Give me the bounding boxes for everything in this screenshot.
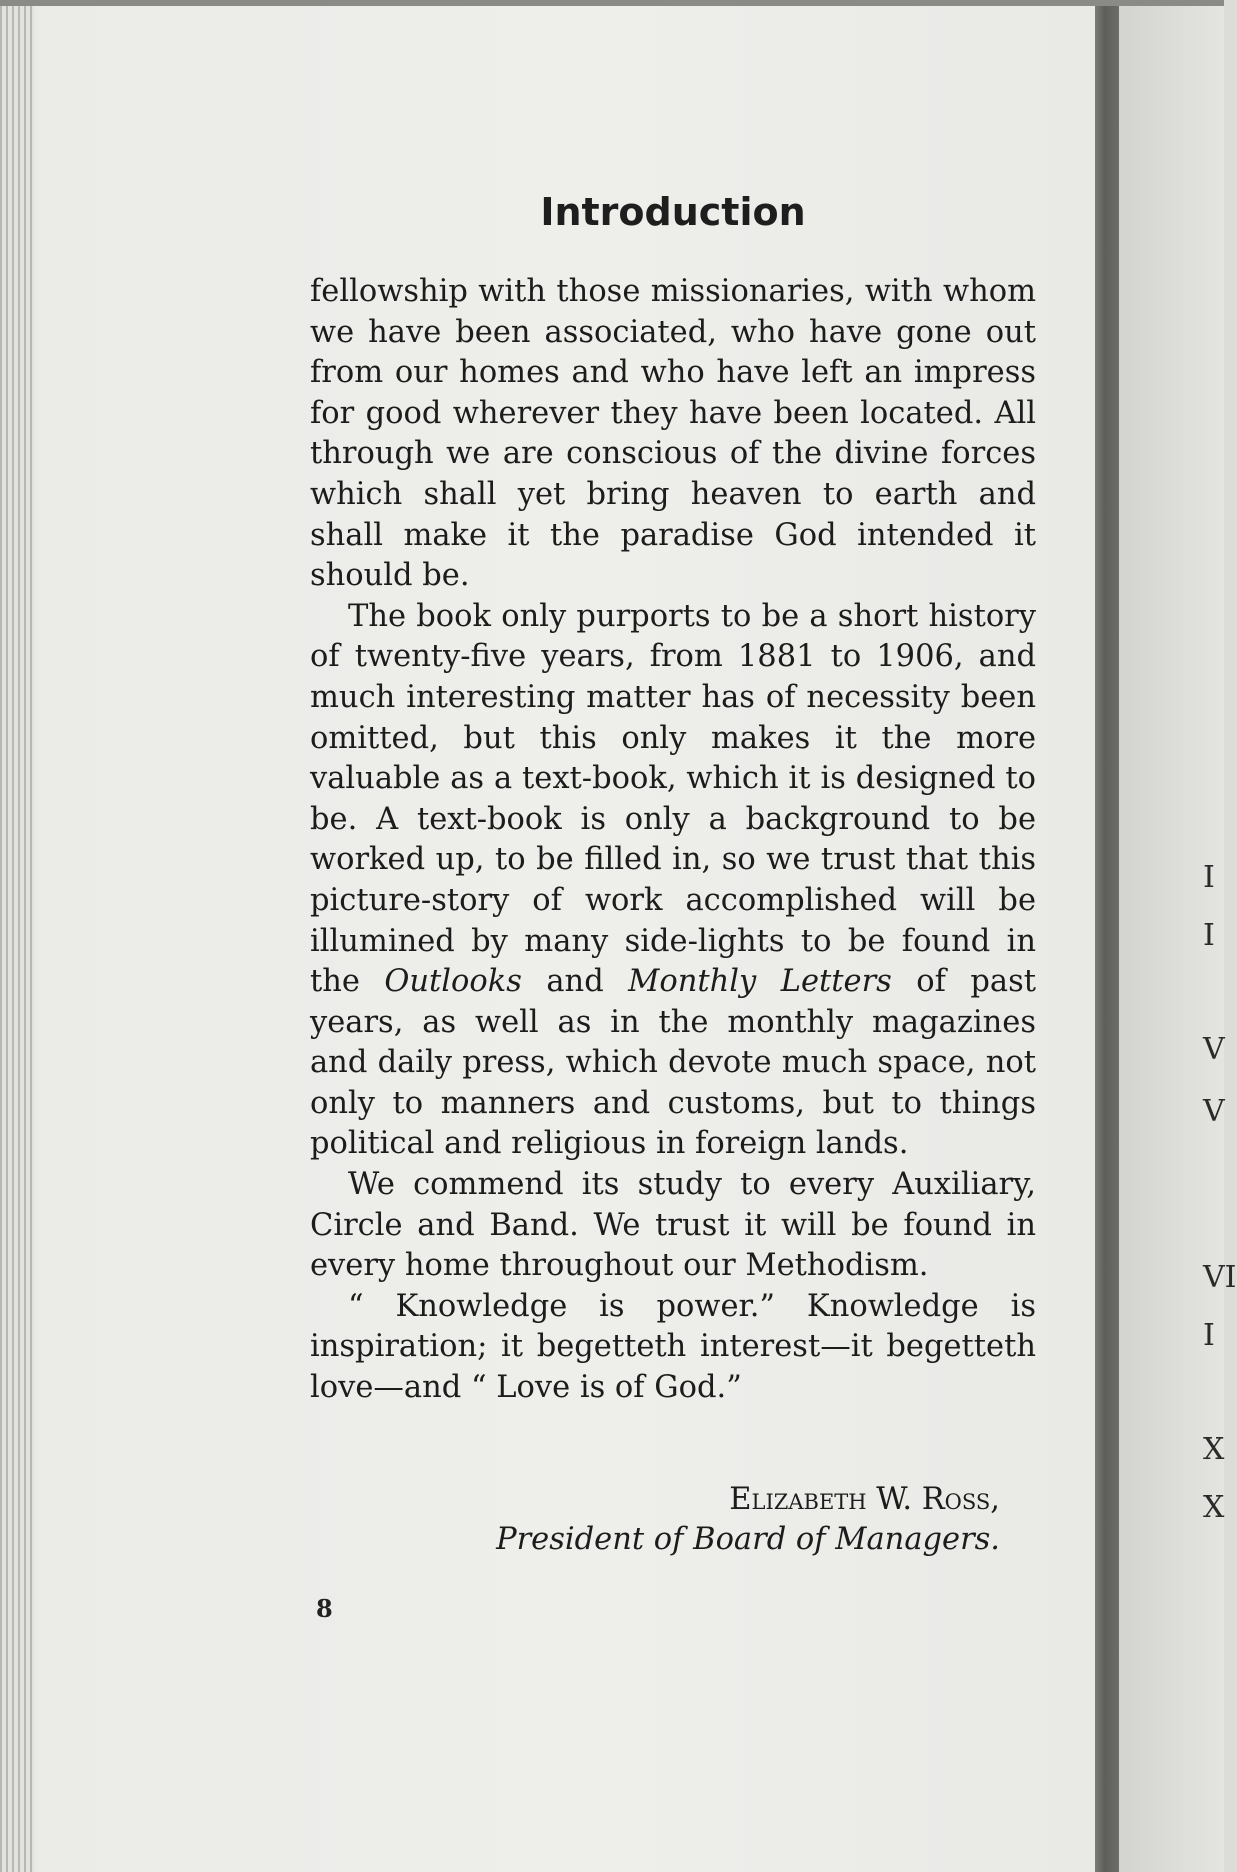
facing-page-letter: I bbox=[1203, 918, 1215, 953]
paragraph-1: fellowship with those missionaries, with whom we have been associated, who have gone out from our homes and who have left an impress for good wherever they have been located. All through we are conscious of the divine forces which shall yet bring heaven to earth and shall make it the paradise God intended it should be. bbox=[310, 274, 1036, 594]
running-head: Introduction bbox=[540, 190, 806, 234]
paragraph-2-part-2: and bbox=[521, 964, 629, 1000]
signatory-title: President of Board of Managers. bbox=[496, 1522, 1000, 1557]
paragraph-2-part-3: of past years, as well as in the monthly magazines and daily press, which devote much space, not only to manners and customs, but to things political and religious in foreign lands. bbox=[310, 964, 1036, 1162]
paragraph-3: We commend its study to every Auxiliary, Circle and Band. We trust it will be found in every home throughout our Methodism. bbox=[310, 1167, 1036, 1284]
outlooks-title: Outlooks bbox=[384, 964, 522, 1000]
monthly-letters-title: Monthly Letters bbox=[628, 964, 892, 1000]
facing-page-letter: I bbox=[1203, 860, 1215, 895]
facing-page-letter: V bbox=[1203, 1094, 1225, 1129]
facing-page-letter: X bbox=[1203, 1432, 1225, 1467]
paragraph-2-part-1: The book only purports to be a short history of twenty-five years, from 1881 to 1906, and much interesting matter has of necessity been omitted, but this only makes it the more valuable as a text-book, which it is designed to be. A text-book is only a background to be worked up, to be filled in, so we trust that this picture-story of work accomplished will be illumined by many side-lights to be found in the bbox=[310, 598, 1036, 1000]
body-text bbox=[310, 272, 1036, 1409]
signatory-name: Elizabeth W. Ross, bbox=[729, 1482, 1000, 1517]
paragraph-4: “ Knowledge is power.” Knowledge is inspiration; it begetteth interest—it begetteth love—and “ Love is of God.” bbox=[310, 1288, 1036, 1406]
book-gutter bbox=[1095, 0, 1119, 1872]
paragraph-2 bbox=[310, 597, 1036, 1165]
page-edge-stack bbox=[0, 0, 34, 1872]
top-edge bbox=[0, 0, 1224, 6]
facing-page-letter: I bbox=[1203, 1318, 1215, 1353]
facing-page-letter: VI bbox=[1203, 1260, 1237, 1295]
facing-page-letter: X bbox=[1203, 1490, 1225, 1525]
page-number: 8 bbox=[316, 1594, 333, 1623]
facing-page-letter: V bbox=[1203, 1032, 1225, 1067]
signature-block bbox=[310, 1480, 1000, 1560]
